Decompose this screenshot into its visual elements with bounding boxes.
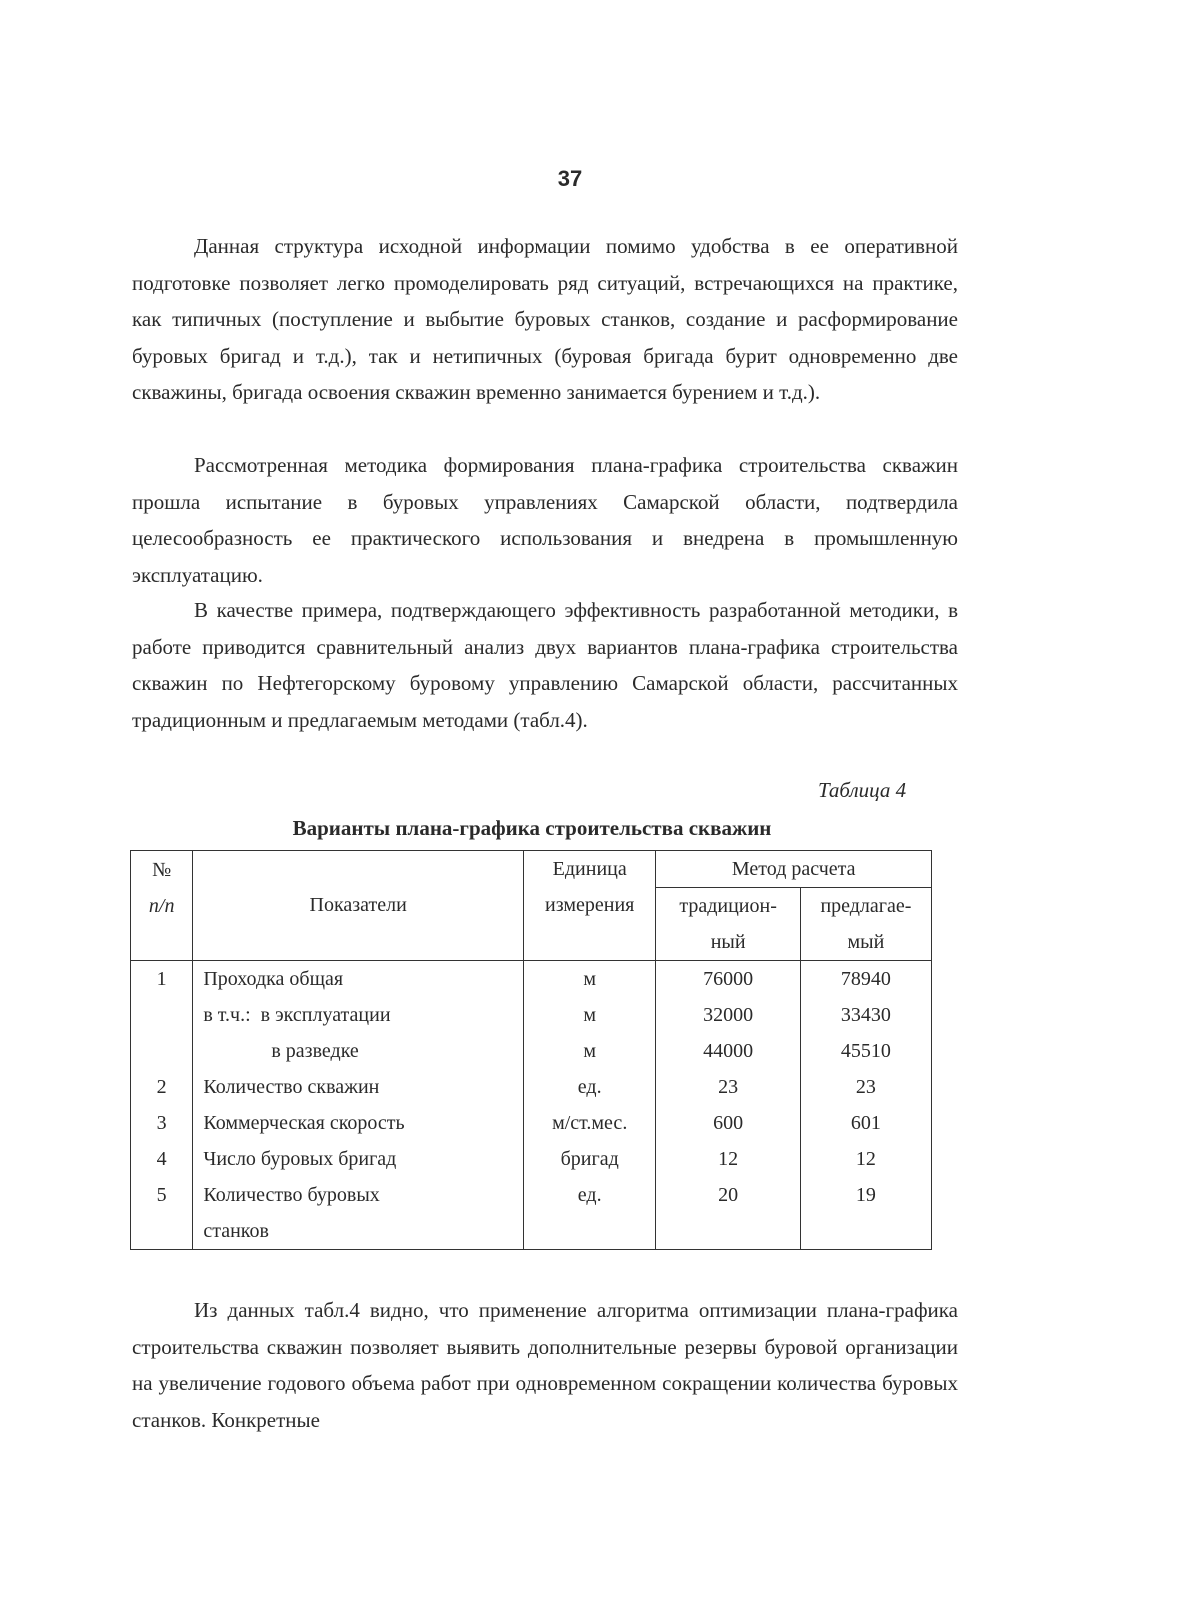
table-row bbox=[131, 1069, 932, 1105]
cell-number: 5 bbox=[131, 1177, 193, 1250]
cell-traditional: 20 bbox=[656, 1177, 800, 1250]
table-row bbox=[131, 1033, 932, 1069]
cell-number: 4 bbox=[131, 1141, 193, 1177]
paragraph-text: Рассмотренная методика формирования плана-графика строительства скважин прошла испытание в буровых управлениях Самарской области, подтвердила целесообразность ее практического использования и внедрена в промышленную эксплуатацию. bbox=[132, 453, 958, 587]
cell-proposed: 12 bbox=[800, 1141, 931, 1177]
table-row bbox=[131, 1141, 932, 1177]
cell-unit: м bbox=[524, 997, 656, 1033]
cell-proposed: 78940 bbox=[800, 961, 931, 998]
cell-indicator bbox=[193, 1177, 524, 1250]
header-unit bbox=[524, 851, 656, 961]
cell-unit: бригад bbox=[524, 1141, 656, 1177]
table-row bbox=[131, 1105, 932, 1141]
header-proposed-line1: предлагае- bbox=[820, 895, 912, 917]
header-traditional-line2: ный bbox=[710, 931, 746, 953]
header-number-label: п/п bbox=[148, 894, 175, 917]
header-method: Метод расчета bbox=[656, 851, 932, 888]
cell-indicator-line2: станков bbox=[203, 1220, 269, 1242]
cell-indicator: Коммерческая скорость bbox=[193, 1105, 524, 1141]
cell-number bbox=[131, 1033, 193, 1069]
cell-unit: м/ст.мес. bbox=[524, 1105, 656, 1141]
cell-traditional: 12 bbox=[656, 1141, 800, 1177]
cell-indicator: Число буровых бригад bbox=[193, 1141, 524, 1177]
cell-indicator: в разведке bbox=[193, 1033, 524, 1069]
cell-proposed: 45510 bbox=[800, 1033, 931, 1069]
cell-traditional: 44000 bbox=[656, 1033, 800, 1069]
table-title: Варианты плана-графика строительства скважин bbox=[292, 816, 772, 840]
header-proposed bbox=[800, 888, 931, 961]
cell-number: 1 bbox=[131, 961, 193, 998]
table-row bbox=[131, 961, 932, 998]
header-unit-line1: Единица bbox=[552, 858, 627, 880]
cell-indicator: Проходка общая bbox=[193, 961, 524, 998]
paragraph-3 bbox=[132, 592, 958, 738]
cell-traditional: 23 bbox=[656, 1069, 800, 1105]
table-row bbox=[131, 997, 932, 1033]
page-number: 37 bbox=[557, 166, 583, 191]
cell-proposed: 19 bbox=[800, 1177, 931, 1250]
table-row bbox=[131, 1177, 932, 1250]
cell-number: 3 bbox=[131, 1105, 193, 1141]
cell-number bbox=[131, 997, 193, 1033]
cell-proposed: 23 bbox=[800, 1069, 931, 1105]
cell-indicator: в т.ч.: в эксплуатации bbox=[193, 997, 524, 1033]
header-unit-line2: измерения bbox=[545, 894, 635, 916]
table-caption: Таблица 4 bbox=[818, 778, 907, 802]
header-traditional bbox=[656, 888, 800, 961]
header-number bbox=[131, 851, 193, 961]
header-traditional-line1: традицион- bbox=[679, 895, 777, 917]
cell-proposed: 33430 bbox=[800, 997, 931, 1033]
cell-traditional: 600 bbox=[656, 1105, 800, 1141]
cell-indicator: Количество скважин bbox=[193, 1069, 524, 1105]
header-indicator: Показатели bbox=[193, 851, 524, 961]
header-proposed-line2: мый bbox=[847, 931, 885, 953]
paragraph-text: Из данных табл.4 видно, что применение алгоритма оптимизации плана-графика строительства скважин позволяет выявить дополнительные резервы буровой организации на увеличение годового объема работ при одновременном сокращении количества буровых станков. Конкретные bbox=[132, 1298, 958, 1432]
cell-unit: м bbox=[524, 961, 656, 998]
cell-indicator-line1: Количество буровых bbox=[203, 1184, 380, 1206]
paragraph-text: В качестве примера, подтверждающего эффективность разработанной методики, в работе приводится сравнительный анализ двух вариантов плана-графика строительства скважин по Нефтегорскому буровому управлению Самарской области, рассчитанных традиционным и предлагаемым методами (табл.4). bbox=[132, 598, 958, 732]
cell-unit: м bbox=[524, 1033, 656, 1069]
cell-unit: ед. bbox=[524, 1069, 656, 1105]
cell-unit: ед. bbox=[524, 1177, 656, 1250]
header-number-symbol: № bbox=[152, 858, 172, 881]
cell-number: 2 bbox=[131, 1069, 193, 1105]
cell-traditional: 32000 bbox=[656, 997, 800, 1033]
paragraph-text: Данная структура исходной информации помимо удобства в ее оперативной подготовке позволяет легко промоделировать ряд ситуаций, встречающихся на практике, как типичных (поступление и выбытие буровых станков, создание и расформирование буровых бригад и т.д.), так и нетипичных (буровая бригада бурит одновременно две скважины, бригада освоения скважин временно занимается бурением и т.д.). bbox=[132, 234, 958, 404]
paragraph-2 bbox=[132, 447, 958, 593]
cell-traditional: 76000 bbox=[656, 961, 800, 998]
cell-proposed: 601 bbox=[800, 1105, 931, 1141]
comparison-table bbox=[130, 850, 932, 1250]
paragraph-1 bbox=[132, 228, 958, 411]
paragraph-4 bbox=[132, 1292, 958, 1438]
